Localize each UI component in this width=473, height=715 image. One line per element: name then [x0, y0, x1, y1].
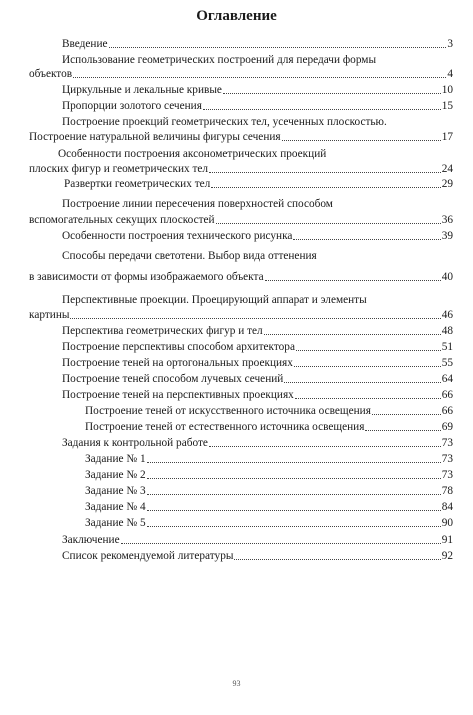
toc-entry-page: 78 — [441, 485, 453, 497]
toc-entry-title: Перспектива геометрических фигур и тел — [62, 325, 263, 337]
toc-entry-title: Список рекомендуемой литературы — [62, 550, 234, 562]
toc-entry-page: 48 — [441, 325, 453, 337]
toc-entry-title: Построение линии пересечения поверхностей способом — [62, 198, 333, 210]
toc-entry-title: Задание № 5 — [85, 517, 146, 529]
leader-dots — [147, 525, 441, 527]
toc-entry-title: в зависимости от формы изображаемого объекта — [29, 271, 264, 283]
toc-entry — [85, 405, 453, 418]
toc-entry-page: 46 — [441, 309, 453, 321]
toc-entry-title: объектов — [29, 68, 73, 80]
toc-entry-title: Построение теней от искусственного источника освещения — [85, 405, 371, 417]
toc-entry-page: 69 — [441, 421, 453, 433]
toc-entry-title: Построение перспективы способом архитектора — [62, 341, 295, 353]
toc-entry-title: Построение теней на ортогональных проекциях — [62, 357, 293, 369]
toc-entry-page: 3 — [447, 38, 453, 50]
toc-entry-page: 24 — [441, 163, 453, 175]
toc-entry — [62, 84, 453, 97]
leader-dots — [109, 46, 447, 48]
toc-entry-title: вспомогательных секущих плоскостей — [29, 214, 215, 226]
leader-dots — [147, 461, 441, 463]
toc-entry-title: Построение натуральной величины фигуры сечения — [29, 131, 281, 143]
toc-entry-title: Задание № 1 — [85, 453, 146, 465]
toc-entry-page: 36 — [441, 214, 453, 226]
toc-entry — [62, 325, 453, 338]
toc-entry-title: Задание № 4 — [85, 501, 146, 513]
toc-entry — [62, 534, 453, 547]
toc-entry-page: 66 — [441, 405, 453, 417]
toc-entry — [85, 517, 453, 530]
toc-entry-title: Способы передачи светотени. Выбор вида оттенения — [62, 250, 317, 262]
leader-dots — [211, 186, 440, 188]
toc-entry-page: 39 — [441, 230, 453, 242]
toc-entry-page: 55 — [441, 357, 453, 369]
leader-dots — [294, 365, 441, 367]
toc-entry-page: 10 — [441, 84, 453, 96]
page-number: 93 — [232, 679, 241, 688]
leader-dots — [209, 171, 441, 173]
leader-dots — [203, 108, 441, 110]
toc-entry — [29, 68, 453, 81]
leader-dots — [70, 317, 440, 319]
toc-entry — [29, 309, 453, 322]
toc-entry-page: 84 — [441, 501, 453, 513]
leader-dots — [372, 413, 441, 415]
toc-entry-title: Построение теней на перспективных проекциях — [62, 389, 294, 401]
leader-dots — [121, 542, 441, 544]
toc-entry-title: Циркульные и лекальные кривые — [62, 84, 222, 96]
leader-dots — [147, 509, 441, 511]
leader-dots — [282, 139, 441, 141]
toc-entry-title: Пропорции золотого сечения — [62, 100, 202, 112]
toc-entry-title: Задание № 3 — [85, 485, 146, 497]
leader-dots — [264, 333, 441, 335]
leader-dots — [293, 238, 440, 240]
toc-entry — [62, 550, 453, 563]
toc-entry — [29, 131, 453, 144]
toc-entry-page: 15 — [441, 100, 453, 112]
toc-entry — [62, 437, 453, 450]
toc-entry — [62, 357, 453, 370]
toc-entry — [85, 501, 453, 514]
toc-entry — [85, 453, 453, 466]
toc-entry — [29, 163, 453, 176]
toc-entry-page: 4 — [447, 68, 453, 80]
toc-entry-title: Построение проекций геометрических тел, усеченных плоскостью. — [62, 116, 387, 128]
toc-entry — [29, 214, 453, 227]
toc-entry-title: Перспективные проекции. Проецирующий аппарат и элементы — [62, 294, 367, 306]
toc-entry-page: 51 — [441, 341, 453, 353]
leader-dots — [265, 279, 441, 281]
toc-entry-title: Введение — [62, 38, 108, 50]
toc-entry-title: Задания к контрольной работе — [62, 437, 208, 449]
toc-entry — [85, 485, 453, 498]
toc-entry-page: 73 — [441, 469, 453, 481]
toc-entry — [62, 100, 453, 113]
leader-dots — [223, 92, 441, 94]
toc-entry-page: 92 — [441, 550, 453, 562]
toc-entry-page: 40 — [441, 271, 453, 283]
toc-entry — [62, 373, 453, 386]
leader-dots — [147, 493, 441, 495]
toc-entry — [62, 341, 453, 354]
leader-dots — [295, 397, 441, 399]
leader-dots — [147, 477, 441, 479]
leader-dots — [216, 222, 441, 224]
toc-entry — [64, 178, 453, 191]
toc-entry-page: 17 — [441, 131, 453, 143]
toc-entry-title: Построение теней способом лучевых сечений — [62, 373, 284, 385]
toc-entry-page: 73 — [441, 453, 453, 465]
toc-entry — [85, 421, 453, 434]
leader-dots — [365, 429, 440, 431]
toc-entry-page: 90 — [441, 517, 453, 529]
leader-dots — [234, 558, 440, 560]
leader-dots — [296, 349, 441, 351]
toc-entry-title: Использование геометрических построений для передачи формы — [62, 54, 377, 66]
toc-entry — [29, 271, 453, 284]
toc-entry-title: Развертки геометрических тел — [64, 178, 211, 190]
toc-entry-page: 73 — [441, 437, 453, 449]
toc-entry-page: 66 — [441, 389, 453, 401]
toc-entry-page: 64 — [441, 373, 453, 385]
toc-entry — [85, 469, 453, 482]
toc-entry-page: 91 — [441, 534, 453, 546]
toc-entry-title: Задание № 2 — [85, 469, 146, 481]
toc-entry-title: плоских фигур и геометрических тел — [29, 163, 209, 175]
toc-entry — [62, 389, 453, 402]
page-title: Оглавление — [196, 8, 277, 24]
toc-entry — [62, 38, 453, 51]
toc-entry-title: картины — [29, 309, 70, 321]
toc-entry-title: Особенности построения технического рисунка — [62, 230, 293, 242]
toc-entry — [62, 230, 453, 243]
toc-entry-title: Заключение — [62, 534, 120, 546]
leader-dots — [209, 445, 441, 447]
toc-entry-title: Особенности построения аксонометрических проекций — [58, 148, 327, 160]
toc-entry-title: Построение теней от естественного источника освещения — [85, 421, 365, 433]
toc-entry-page: 29 — [441, 178, 453, 190]
leader-dots — [73, 76, 446, 78]
leader-dots — [284, 381, 440, 383]
